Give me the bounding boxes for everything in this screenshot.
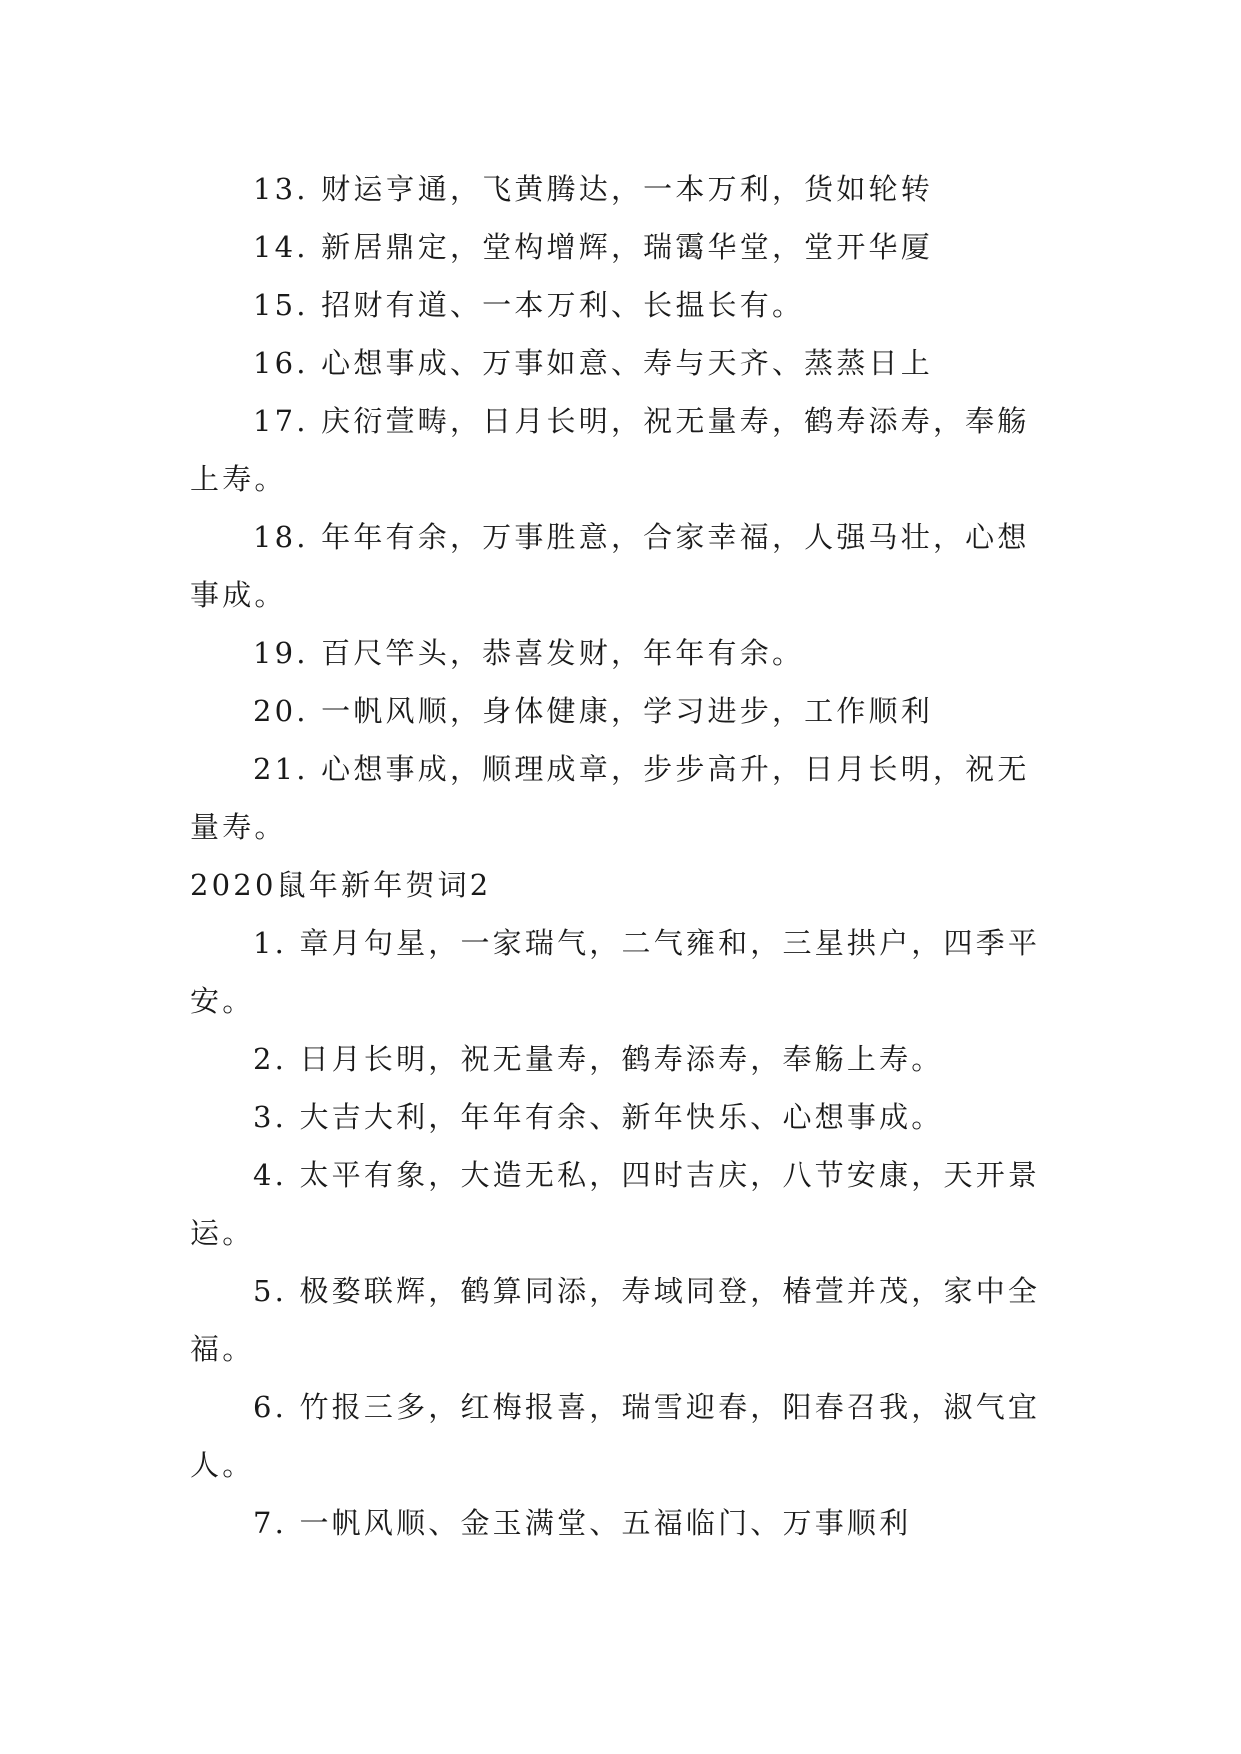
section-heading: 2020鼠年新年贺词2 bbox=[190, 868, 492, 902]
list-item: 7. 一帆风顺、金玉满堂、五福临门、万事顺利 bbox=[253, 1506, 912, 1540]
list-item: 2. 日月长明，祝无量寿，鹤寿添寿，奉觞上寿。 bbox=[253, 1042, 944, 1076]
list-item: 13. 财运亨通，飞黄腾达，一本万利，货如轮转 bbox=[253, 172, 933, 206]
list-item: 6. 竹报三多，红梅报喜，瑞雪迎春，阳春召我，淑气宜人。 bbox=[190, 1390, 1041, 1482]
list-item: 15. 招财有道、一本万利、长揾长有。 bbox=[253, 288, 805, 322]
list-item: 1. 章月句星，一家瑞气，二气雍和，三星拱户，四季平安。 bbox=[190, 926, 1041, 1018]
document-body bbox=[190, 160, 1050, 1552]
list-item: 19. 百尺竿头，恭喜发财，年年有余。 bbox=[253, 636, 805, 670]
list-item: 18. 年年有余，万事胜意，合家幸福，人强马壮，心想事成。 bbox=[190, 520, 1030, 612]
list-item: 3. 大吉大利，年年有余、新年快乐、心想事成。 bbox=[253, 1100, 944, 1134]
list-item: 16. 心想事成、万事如意、寿与天齐、蒸蒸日上 bbox=[253, 346, 933, 380]
list-item: 21. 心想事成，顺理成章，步步高升，日月长明，祝无量寿。 bbox=[190, 752, 1030, 844]
list-item: 20. 一帆风顺，身体健康，学习进步，工作顺利 bbox=[253, 694, 933, 728]
list-item: 17. 庆衍萱畴，日月长明，祝无量寿，鹤寿添寿，奉觞上寿。 bbox=[190, 404, 1030, 496]
list-item: 5. 极婺联辉，鹤算同添，寿域同登，椿萱并茂，家中全福。 bbox=[190, 1274, 1041, 1366]
list-item: 4. 太平有象，大造无私，四时吉庆，八节安康，天开景运。 bbox=[190, 1158, 1041, 1250]
list-item: 14. 新居鼎定，堂构增辉，瑞霭华堂，堂开华厦 bbox=[253, 230, 933, 264]
